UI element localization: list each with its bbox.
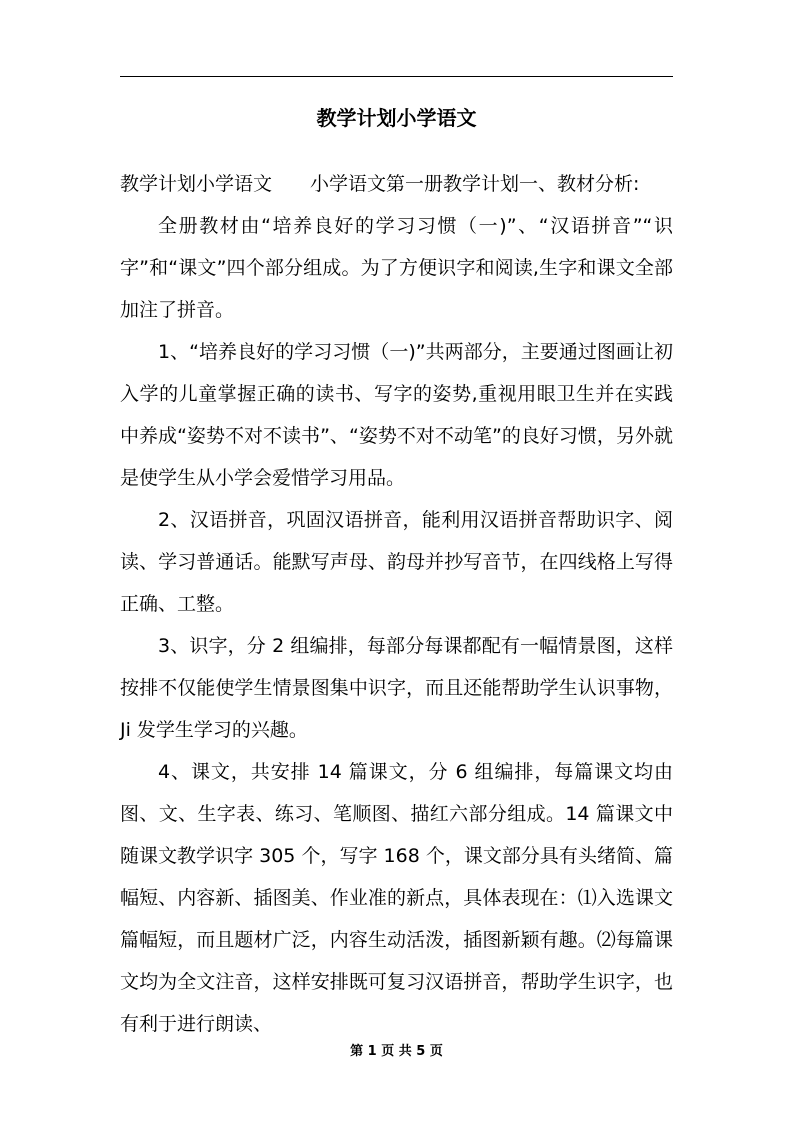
paragraph-intro: 教学计划小学语文 小学语文第一册教学计划一、教材分析: <box>120 173 640 195</box>
paragraph-overview: 全册教材由“培养良好的学习习惯（一)”、“汉语拼音”“识字”和“课文”四个部分组成。为了方便识字和阅读,生字和课文全部加注了拼音。 <box>120 215 673 321</box>
paragraph-item-4: 4、课文，共安排 14 篇课文，分 6 组编排，每篇课文均由图、文、生字表、练习、笔顺图、描红六部分组成。14 篇课文中随课文教学识字 305 个，写字 168 个，课文部分具有头绪简、篇幅短、内容新、插图美、作业准的新点，具体表现在：⑴入选课文篇幅短，而且题材广泛，内容生动活泼，插图新颖有趣。⑵每篇课文均为全文注音，这样安排既可复习汉语拼音，帮助学生识字，也有利于进行朗读、 <box>120 761 673 1035</box>
header-rule <box>120 76 673 77</box>
page-footer: 第 1 页 共 5 页 <box>350 1044 443 1059</box>
document-title: 教学计划小学语文 <box>316 106 477 130</box>
document-body <box>120 163 673 1045</box>
paragraph-item-3: 3、识字，分 2 组编排，每部分每课都配有一幅情景图，这样按排不仅能使学生情景图集中识字，而且还能帮助学生认识事物，Ji 发学生学习的兴趣。 <box>120 635 673 741</box>
paragraph-item-2: 2、汉语拼音，巩固汉语拼音，能利用汉语拼音帮助识字、阅读、学习普通话。能默写声母、韵母并抄写音节，在四线格上写得正确、工整。 <box>120 509 673 615</box>
paragraph-item-1: 1、“培养良好的学习习惯（一)”共两部分，主要通过图画让初入学的儿童掌握正确的读书、写字的姿势,重视用眼卫生并在实践中养成“姿势不对不读书”、“姿势不对不动笔”的良好习惯，另外就是使学生从小学会爱惜学习用品。 <box>120 341 673 489</box>
